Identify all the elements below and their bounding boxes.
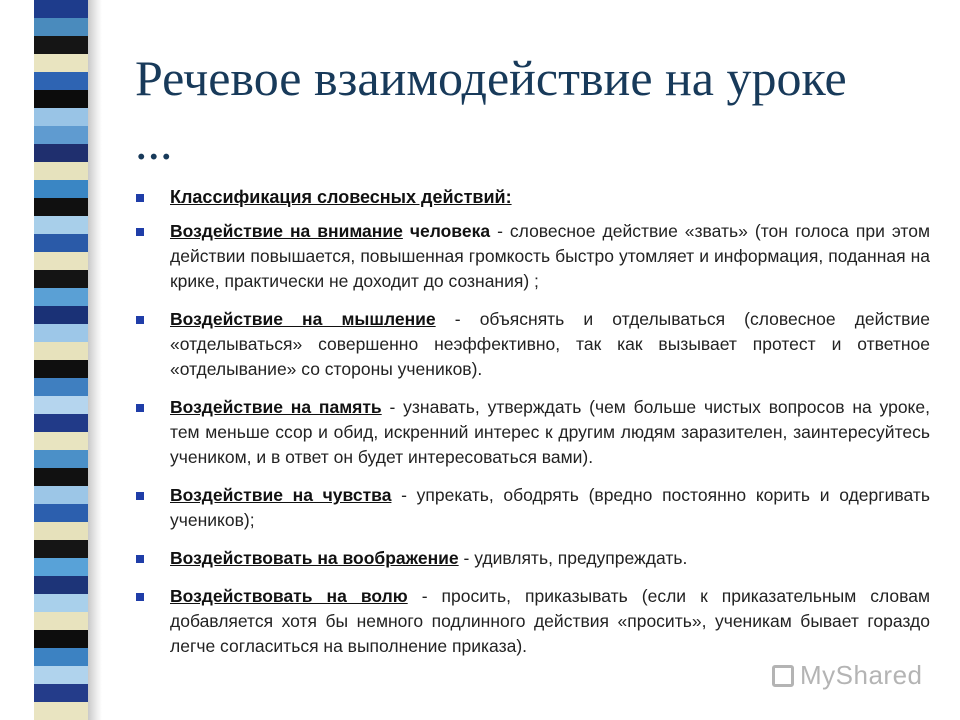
list-item	[126, 483, 930, 533]
stripe-segment	[34, 324, 88, 342]
stripe-segment	[34, 360, 88, 378]
stripe-segment	[34, 612, 88, 630]
item-text: - узнавать, утверждать (чем больше чистых вопросов на уроке, тем меньше ссор и обид, искренний интерес к другим людям заразителен, заинтересуйтесь учеником, и в ответ он будет интересоваться вами).	[170, 397, 931, 467]
list-item	[126, 584, 930, 659]
list-item	[126, 307, 930, 382]
decorative-stripe	[34, 0, 88, 720]
stripe-segment	[34, 198, 88, 216]
list-item	[126, 219, 930, 294]
item-text: - просить, приказывать (если к приказательным словам добавляется хотя бы немного подлинного действия «просить», ученикам бывает гораздо легче согласиться на выполнение приказа).	[170, 586, 931, 656]
stripe-segment	[34, 54, 88, 72]
stripe-segment	[34, 252, 88, 270]
stripe-segment	[34, 216, 88, 234]
stripe-segment	[34, 684, 88, 702]
stripe-segment	[34, 630, 88, 648]
stripe-segment	[34, 522, 88, 540]
stripe-segment	[34, 504, 88, 522]
stripe-segment	[34, 342, 88, 360]
stripe-segment	[34, 540, 88, 558]
item-head-extra: человека	[402, 221, 491, 241]
stripe-segment	[34, 234, 88, 252]
stripe-segment	[34, 0, 88, 18]
stripe-segment	[34, 144, 88, 162]
stripe-segment	[34, 666, 88, 684]
item-head: Воздействие на чувства	[170, 485, 392, 505]
stripe-segment	[34, 558, 88, 576]
item-text: - упрекать, ободрять (вредно постоянно корить и одергивать учеников);	[170, 485, 930, 530]
stripe-segment	[34, 486, 88, 504]
watermark-logo-icon	[772, 665, 794, 687]
stripe-segment	[34, 432, 88, 450]
square-bullet-icon	[136, 492, 144, 500]
item-head: Воздействовать на волю	[170, 586, 408, 606]
square-bullet-icon	[136, 316, 144, 324]
watermark	[772, 660, 923, 691]
list-heading	[126, 185, 930, 210]
stripe-segment	[34, 90, 88, 108]
stripe-segment	[34, 180, 88, 198]
item-text: - удивлять, предупреждать.	[458, 548, 688, 568]
stripe-segment	[34, 270, 88, 288]
stripe-segment	[34, 126, 88, 144]
stripe-segment	[34, 594, 88, 612]
slide-title: Речевое взаимодействие на уроке ...	[135, 50, 847, 170]
item-text: - словесное действие «звать» (тон голоса при этом действии повышается, повышенная громкость быстро утомляет и информация, поданная на крике, практически не доходит до сознания) ;	[170, 221, 930, 291]
square-bullet-icon	[136, 228, 144, 236]
square-bullet-icon	[136, 593, 144, 601]
square-bullet-icon	[136, 555, 144, 563]
stripe-segment	[34, 72, 88, 90]
watermark-text: MyShared	[800, 660, 923, 690]
stripe-segment	[34, 396, 88, 414]
stripe-segment	[34, 414, 88, 432]
stripe-segment	[34, 468, 88, 486]
stripe-segment	[34, 702, 88, 720]
item-head: Воздействие на память	[170, 397, 382, 417]
stripe-segment	[34, 288, 88, 306]
item-head: Воздействовать на воображение	[170, 548, 459, 568]
item-text: - объяснять и отделываться (словесное действие «отделываться» совершенно неэффективно, так как вызывает протест и ответное «отделывание» со стороны учеников).	[170, 309, 930, 379]
stripe-segment	[34, 108, 88, 126]
list-item	[126, 395, 930, 470]
stripe-segment	[34, 378, 88, 396]
stripe-segment	[34, 162, 88, 180]
list-item	[126, 546, 930, 571]
item-head: Воздействие на внимание	[170, 221, 403, 241]
stripe-segment	[34, 576, 88, 594]
bullet-list	[126, 185, 930, 672]
stripe-segment	[34, 450, 88, 468]
stripe-segment	[34, 648, 88, 666]
square-bullet-icon	[136, 194, 144, 202]
stripe-segment	[34, 306, 88, 324]
stripe-shadow	[88, 0, 102, 720]
classification-heading: Классификация словесных действий:	[170, 187, 512, 207]
stripe-segment	[34, 18, 88, 36]
stripe-segment	[34, 36, 88, 54]
item-head: Воздействие на мышление	[170, 309, 436, 329]
square-bullet-icon	[136, 404, 144, 412]
